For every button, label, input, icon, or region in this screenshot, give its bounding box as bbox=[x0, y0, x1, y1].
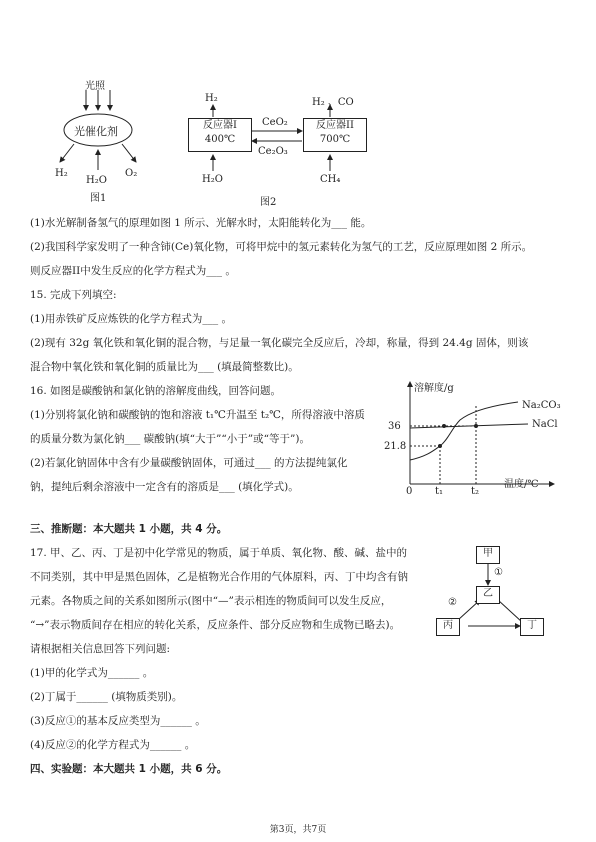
link-yi-ding bbox=[498, 600, 522, 622]
q17-q1: (1)甲的化学式为______ 。 bbox=[30, 667, 154, 679]
q16-line2: 的质量分数为氯化钠___ 碳酸钠(填“大于”“小于”或“等于”)。 bbox=[30, 433, 310, 445]
mark-1: ① bbox=[494, 567, 503, 578]
fig2-bottom-left-label: H₂O bbox=[202, 174, 223, 185]
section-3-title: 三、推断题：本大题共 1 小题，共 4 分。 bbox=[30, 523, 228, 535]
fig2-arrow-top-label: CeO₂ bbox=[262, 117, 288, 128]
fig2-arrow-bottom-label: Ce₂O₃ bbox=[258, 146, 288, 157]
fig1-caption: 图1 bbox=[90, 193, 107, 204]
q14-line3: 则反应器II中发生反应的化学方程式为___ 。 bbox=[30, 265, 236, 277]
fig2-caption: 图2 bbox=[260, 197, 277, 208]
page-footer: 第3页，共7页 bbox=[269, 825, 327, 835]
chart-xtick-t2: t₂ bbox=[471, 486, 480, 497]
section-4-title: 四、实验题：本大题共 1 小题，共 6 分。 bbox=[30, 763, 228, 775]
q17-q4: (4)反应②的化学方程式为______ 。 bbox=[30, 739, 196, 751]
q17-line5: 请根据相关信息回答下列问题: bbox=[30, 643, 171, 655]
q15-title: 15. 完成下列填空: bbox=[30, 289, 117, 301]
q14-line2: (2)我国科学家发明了一种含铈(Ce)氧化物，可将甲烷中的氢元素转化为氢气的工艺，反应原理如图 2 所示。 bbox=[30, 241, 533, 253]
series-na2co3-label: Na₂CO₃ bbox=[522, 400, 561, 411]
fig1-light-label: 光照 bbox=[85, 81, 105, 92]
chart-origin: 0 bbox=[406, 486, 413, 497]
fig1-h2-label: H₂ bbox=[55, 168, 68, 179]
node-ding: 丁 bbox=[520, 618, 544, 636]
fig2-top-left-label: H₂ bbox=[205, 93, 218, 104]
q17-q3: (3)反应①的基本反应类型为______ 。 bbox=[30, 715, 206, 727]
q17-q2: (2)丁属于______ (填物质类别)。 bbox=[30, 691, 183, 703]
node-yi: 乙 bbox=[476, 586, 500, 604]
q17-line2: 不同类别，其中甲是黑色固体，乙是植物光合作用的气体原料，丙、丁中均含有钠 bbox=[30, 571, 408, 583]
q15-line1: (1)用赤铁矿反应炼铁的化学方程式为___ 。 bbox=[30, 313, 232, 325]
node-jia: 甲 bbox=[476, 546, 500, 564]
reactor-2-box bbox=[303, 118, 367, 152]
point-t2 bbox=[474, 424, 478, 428]
q16-title: 16. 如图是碳酸钠和氯化钠的溶解度曲线，回答问题。 bbox=[30, 385, 282, 397]
chart-xtick-t1: t₁ bbox=[435, 486, 444, 497]
series-na2co3-line bbox=[410, 402, 518, 460]
q17-line1: 17. 甲、乙、丙、丁是初中化学常见的物质，属于单质、氧化物、酸、碱、盐中的 bbox=[30, 547, 408, 559]
reactor-1-temp: 400℃ bbox=[204, 134, 236, 145]
q16-line4: 钠，提纯后剩余溶液中一定含有的溶质是___ (填化学式)。 bbox=[30, 481, 299, 493]
q15-line3: 混合物中氧化铁和氧化铜的质量比为___ (填最简整数比)。 bbox=[30, 361, 299, 373]
q17-line4: “→”表示物质间存在相应的转化关系，反应条件、部分反应物和生成物已略去)。 bbox=[30, 619, 401, 631]
q15-line2: (2)现有 32g 氧化铁和氧化铜的混合物，与足量一氧化碳完全反应后，冷却，称量，得到 24.4g 固体，则该 bbox=[30, 337, 529, 349]
point-t1 bbox=[438, 444, 442, 448]
chart-ytick-21-8: 21.8 bbox=[384, 441, 407, 452]
mark-2: ② bbox=[448, 597, 457, 608]
reactor-1-label: 反应器I bbox=[203, 120, 237, 131]
series-nacl-label: NaCl bbox=[532, 419, 558, 430]
node-bing: 丙 bbox=[436, 618, 460, 636]
q14-line1: (1)水光解制备氢气的原理如图 1 所示、光解水时，太阳能转化为___ 能。 bbox=[30, 217, 372, 229]
q16-line1: (1)分别将氯化钠和碳酸钠的饱和溶液 t₁℃升温至 t₂℃，所得溶液中溶质 bbox=[30, 409, 365, 421]
chart-xlabel: 温度/℃ bbox=[504, 479, 539, 490]
fig2-top-right-label: H₂ 、CO bbox=[312, 97, 354, 108]
chart-ylabel: 溶解度/g bbox=[414, 383, 454, 394]
chart-ytick-36: 36 bbox=[388, 421, 401, 432]
fig1-catalyst-label: 光催化剂 bbox=[74, 125, 118, 138]
fig2-bottom-right-label: CH₄ bbox=[320, 174, 341, 185]
fig1-o2-label: O₂ bbox=[125, 168, 138, 179]
fig1-h2o-label: H₂O bbox=[86, 175, 107, 186]
point-intersection bbox=[442, 424, 446, 428]
reactor-1-box bbox=[188, 118, 252, 152]
reactor-2-label: 反应器II bbox=[316, 120, 354, 131]
q16-line3: (2)若氯化钠固体中含有少量碳酸钠固体，可通过___ 的方法提纯氯化 bbox=[30, 457, 348, 469]
q17-line3: 元素。各物质之间的关系如图所示(图中“—”表示相连的物质间可以发生反应， bbox=[30, 595, 392, 607]
reactor-2-temp: 700℃ bbox=[319, 134, 351, 145]
